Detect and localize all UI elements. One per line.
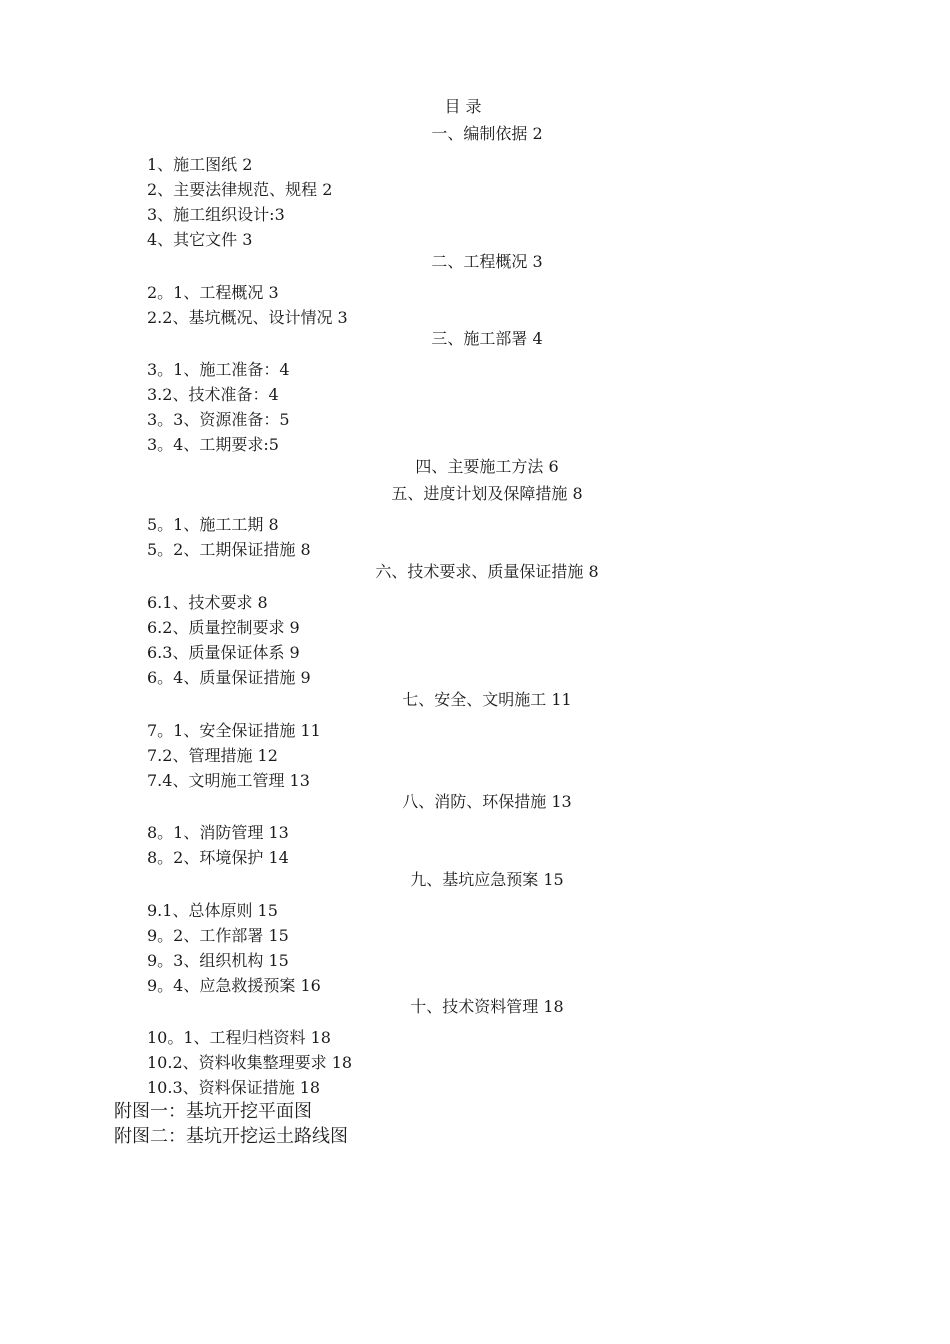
toc-item-10-3[interactable]: 10.3、资料保证措施 18 [147, 1078, 321, 1097]
toc-section-2[interactable]: 二、工程概况 3 [431, 252, 543, 271]
toc-item-8-2[interactable]: 8。2、环境保护 14 [147, 848, 289, 867]
toc-item-9-4[interactable]: 9。4、应急救援预案 16 [147, 976, 321, 995]
toc-item-10-1[interactable]: 10。1、工程归档资料 18 [147, 1028, 331, 1047]
toc-item-3-2[interactable]: 3.2、技术准备：4 [147, 385, 279, 404]
toc-item-3-3[interactable]: 3。3、资源准备：5 [147, 410, 290, 429]
toc-item-2-1[interactable]: 2。1、工程概况 3 [147, 283, 279, 302]
toc-item-3-1[interactable]: 3。1、施工准备：4 [147, 360, 290, 379]
toc-item-7-4[interactable]: 7.4、文明施工管理 13 [147, 771, 310, 790]
appendix-figure-1[interactable]: 附图一：基坑开挖平面图 [114, 1101, 312, 1122]
toc-item-1-3[interactable]: 3、施工组织设计:3 [147, 205, 285, 224]
toc-item-1-1[interactable]: 1、施工图纸 2 [147, 155, 253, 174]
toc-item-1-4[interactable]: 4、其它文件 3 [147, 230, 253, 249]
toc-section-1[interactable]: 一、编制依据 2 [431, 124, 543, 143]
toc-item-6-3[interactable]: 6.3、质量保证体系 9 [147, 643, 300, 662]
toc-item-10-2[interactable]: 10.2、资料收集整理要求 18 [147, 1053, 353, 1072]
toc-section-10[interactable]: 十、技术资料管理 18 [410, 997, 564, 1016]
toc-item-6-1[interactable]: 6.1、技术要求 8 [147, 593, 268, 612]
toc-section-3[interactable]: 三、施工部署 4 [431, 329, 543, 348]
toc-title: 目 录 [444, 97, 482, 116]
toc-section-8[interactable]: 八、消防、环保措施 13 [402, 792, 572, 811]
toc-item-3-4[interactable]: 3。4、工期要求:5 [147, 435, 279, 454]
toc-section-7[interactable]: 七、安全、文明施工 11 [402, 690, 572, 709]
appendix-figure-2[interactable]: 附图二：基坑开挖运土路线图 [114, 1126, 348, 1147]
toc-item-5-1[interactable]: 5。1、施工工期 8 [147, 515, 279, 534]
toc-item-7-1[interactable]: 7。1、安全保证措施 11 [147, 721, 321, 740]
toc-section-6[interactable]: 六、技术要求、质量保证措施 8 [375, 562, 599, 581]
toc-item-9-2[interactable]: 9。2、工作部署 15 [147, 926, 289, 945]
toc-section-9[interactable]: 九、基坑应急预案 15 [410, 870, 564, 889]
toc-section-4[interactable]: 四、主要施工方法 6 [415, 457, 559, 476]
toc-item-7-2[interactable]: 7.2、管理措施 12 [147, 746, 278, 765]
toc-item-9-3[interactable]: 9。3、组织机构 15 [147, 951, 289, 970]
toc-item-1-2[interactable]: 2、主要法律规范、规程 2 [147, 180, 333, 199]
toc-section-5[interactable]: 五、进度计划及保障措施 8 [391, 484, 583, 503]
toc-item-6-4[interactable]: 6。4、质量保证措施 9 [147, 668, 311, 687]
toc-item-9-1[interactable]: 9.1、总体原则 15 [147, 901, 278, 920]
toc-item-5-2[interactable]: 5。2、工期保证措施 8 [147, 540, 311, 559]
toc-item-2-2[interactable]: 2.2、基坑概况、设计情况 3 [147, 308, 348, 327]
toc-item-8-1[interactable]: 8。1、消防管理 13 [147, 823, 289, 842]
toc-item-6-2[interactable]: 6.2、质量控制要求 9 [147, 618, 300, 637]
